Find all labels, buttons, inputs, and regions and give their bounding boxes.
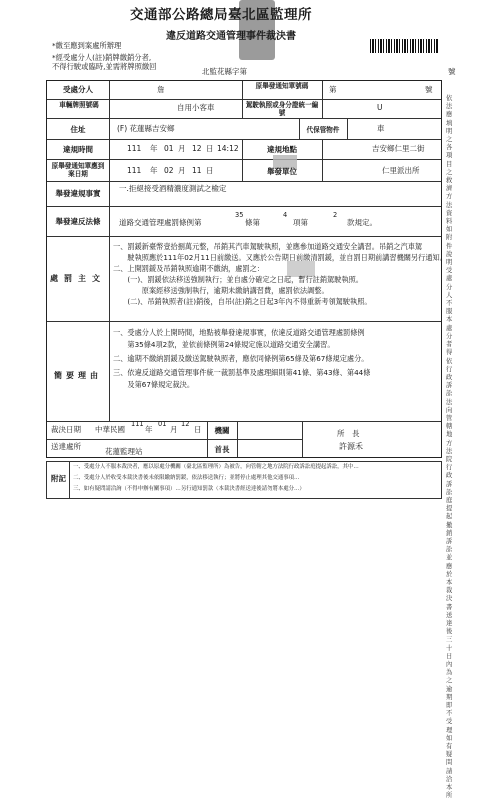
footer-line: 三、如有疑問請洽詢（不得申辦有關事項）…另行通知罰款（本裁決書經送達後請勿將本處分…） (73, 486, 305, 492)
notice-line: 不得行駛或臨時,並需將牌照繳回 (52, 62, 157, 71)
value-due-month: 02 (164, 166, 174, 175)
value-law-sub: 2 (333, 211, 338, 219)
reason-line: 二、逾期不繳納罰鍰及繳送駕駛執照者，應依同條例第65條及第67條規定處分。 (113, 354, 369, 363)
label-respondent: 受處分人 (63, 85, 93, 94)
label-delivery-place: 送達處所 (51, 442, 81, 451)
value-due-day: 11 (192, 166, 202, 175)
label-reporting-unit: 舉發單位 (267, 167, 297, 176)
value-notice-prefix: 第 (329, 85, 337, 94)
reason-line: 及第67條規定裁決。 (113, 380, 195, 389)
label-reason: 簡要理由 (54, 371, 102, 380)
value-law-article: 35 (235, 211, 244, 219)
label-violation-time: 違規時間 (63, 145, 93, 154)
value-date-year: 111 (131, 420, 144, 428)
barcode (370, 39, 438, 53)
penalty-line: 駛執照應於111年02月11日前繳送。又應於公告期日前繳清罰鍰，並自罰日期前講習機關另行通知。 (113, 253, 447, 262)
label-penalty: 處罰主文 (50, 274, 106, 283)
unit-article: 條第 (245, 218, 260, 227)
value-license-id: U (377, 103, 383, 112)
value-custody-items: 車 (377, 124, 385, 133)
reason-line: 一、受處分人於上開時間，地點被舉發違規事實，依違反道路交通管理處罰條例 (113, 328, 365, 337)
chief-name: 許源禾 (339, 442, 363, 451)
side-note-column: 依法應填明之各項目之救濟方法資料如附件說明 受處分人不服本處分者得依行政訴訟法向管轄地方法院行政訴訟庭提起撤銷訴訟 並應於本裁決書送達後三十日內為之 逾期即不受理 如有疑問請洽本所 (446, 95, 453, 800)
label-violation-fact: 舉發違規事實 (55, 189, 101, 198)
unit-month: 月 (178, 166, 186, 175)
label-decision-date: 裁決日期 (51, 425, 81, 434)
value-respondent: 詹 (157, 85, 165, 94)
value-law-item: 4 (283, 211, 288, 219)
unit-day: 日 (206, 166, 214, 175)
value-violation-day: 12 (192, 144, 202, 153)
value-violation-clock: 14:12 (217, 144, 239, 153)
reason-line: 第35條4項2款，並依前條例第24條規定施以道路交通安全講習。 (113, 340, 335, 349)
value-violation-location: 吉安鄉仁里二街 (372, 144, 425, 153)
notice-line: *經受處分人(註)銷牌繳銷分者, (52, 53, 152, 62)
document-number-label: 北監花縣字第 (202, 67, 247, 76)
value-vehicle-type: 自用小客車 (177, 103, 215, 112)
label-violated-law: 舉發違反法條 (55, 217, 101, 226)
label-chief: 首長 (214, 445, 230, 454)
value-address: (F) 花蓮縣吉安鄉 (117, 124, 175, 133)
footer-label: 附記 (51, 474, 66, 483)
label-address: 住址 (70, 125, 86, 134)
unit-year: 年 (150, 144, 158, 153)
label-due-date: 原舉發通知單應到案日期 (51, 162, 105, 179)
unit-month: 月 (178, 144, 186, 153)
penalty-line: 原案經移送強制執行，逾期未繳納講習費，處罰依法調整。 (113, 286, 329, 295)
value-date-era: 中華民國 (95, 425, 125, 434)
penalty-line: (一)、罰鍰依法移送強制執行；並自處分確定之日起，暫行註銷駕駛執照。 (113, 275, 363, 284)
chief-title: 所 長 (337, 429, 360, 438)
unit-item: 項第 (293, 218, 308, 227)
document-number-suffix: 號 (448, 67, 456, 76)
value-reporting-unit: 仁里派出所 (382, 166, 420, 175)
footer-notes (46, 461, 442, 499)
unit-year: 年 (150, 166, 158, 175)
penalty-line: (二)、吊銷執照者(註)銷後，自吊(註)銷之日起3年內不得重新考領駕駛執照。 (113, 297, 372, 306)
label-agency: 機關 (214, 426, 230, 435)
value-violation-month: 01 (164, 144, 174, 153)
footer-line: 一、受處分人不服本裁決者，應以原處分機關（臺北區監理所）為被告，向管轄之地方法院行政訴訟庭提起訴訟，其中… (73, 464, 359, 470)
label-plate-number: 車輛牌照號碼 (59, 101, 99, 109)
unit-month: 月 (170, 425, 178, 434)
value-delivery-place: 花蓮監理站 (105, 447, 143, 456)
label-license-id: 駕駛執照或身分證統一編號 (245, 101, 319, 118)
unit-day: 日 (206, 144, 214, 153)
footer-line: 二、受處分人於收受本裁決書後未依限繳納罰鍰，依法移送執行；並將停止處理其他交通事項… (73, 475, 300, 481)
value-law-name: 道路交通管理處罰條例第 (119, 218, 202, 227)
value-due-year: 111 (127, 166, 142, 175)
penalty-line: 二、上開罰鍰及吊銷執照逾期不繳納，處罰之： (113, 264, 264, 273)
label-violation-location: 違規地點 (267, 145, 297, 154)
value-date-month: 01 (158, 420, 167, 428)
page-title: 交通部公路總局臺北區監理所 (130, 7, 312, 23)
unit-year: 年 (145, 425, 153, 434)
unit-day: 日 (194, 425, 202, 434)
value-violation-year: 111 (127, 144, 142, 153)
reason-line: 三、依違反道路交通管理事件統一裁罰基準及處理細則第41條、第43條、第44條 (113, 368, 371, 377)
label-original-notice-no: 原舉發通知單號碼 (255, 82, 309, 90)
value-notice-no: 號 (425, 85, 433, 94)
page-subtitle: 違反道路交通管理事件裁決書 (166, 31, 296, 42)
value-date-day: 12 (181, 420, 190, 428)
notice-line: *繳至應到案處所辦理 (52, 41, 122, 50)
penalty-line: 一、罰鍰新臺幣壹拾捌萬元整，吊銷其汽車駕駛執照，並應參加道路交通安全講習。吊銷之汽車駕 (113, 242, 423, 251)
unit-sub: 款規定。 (347, 218, 377, 227)
form-table (46, 80, 447, 458)
value-violation-fact: 一.拒絕接受酒精濃度測試之檢定 (119, 184, 227, 193)
label-custody-items: 代保管物件 (306, 126, 340, 134)
